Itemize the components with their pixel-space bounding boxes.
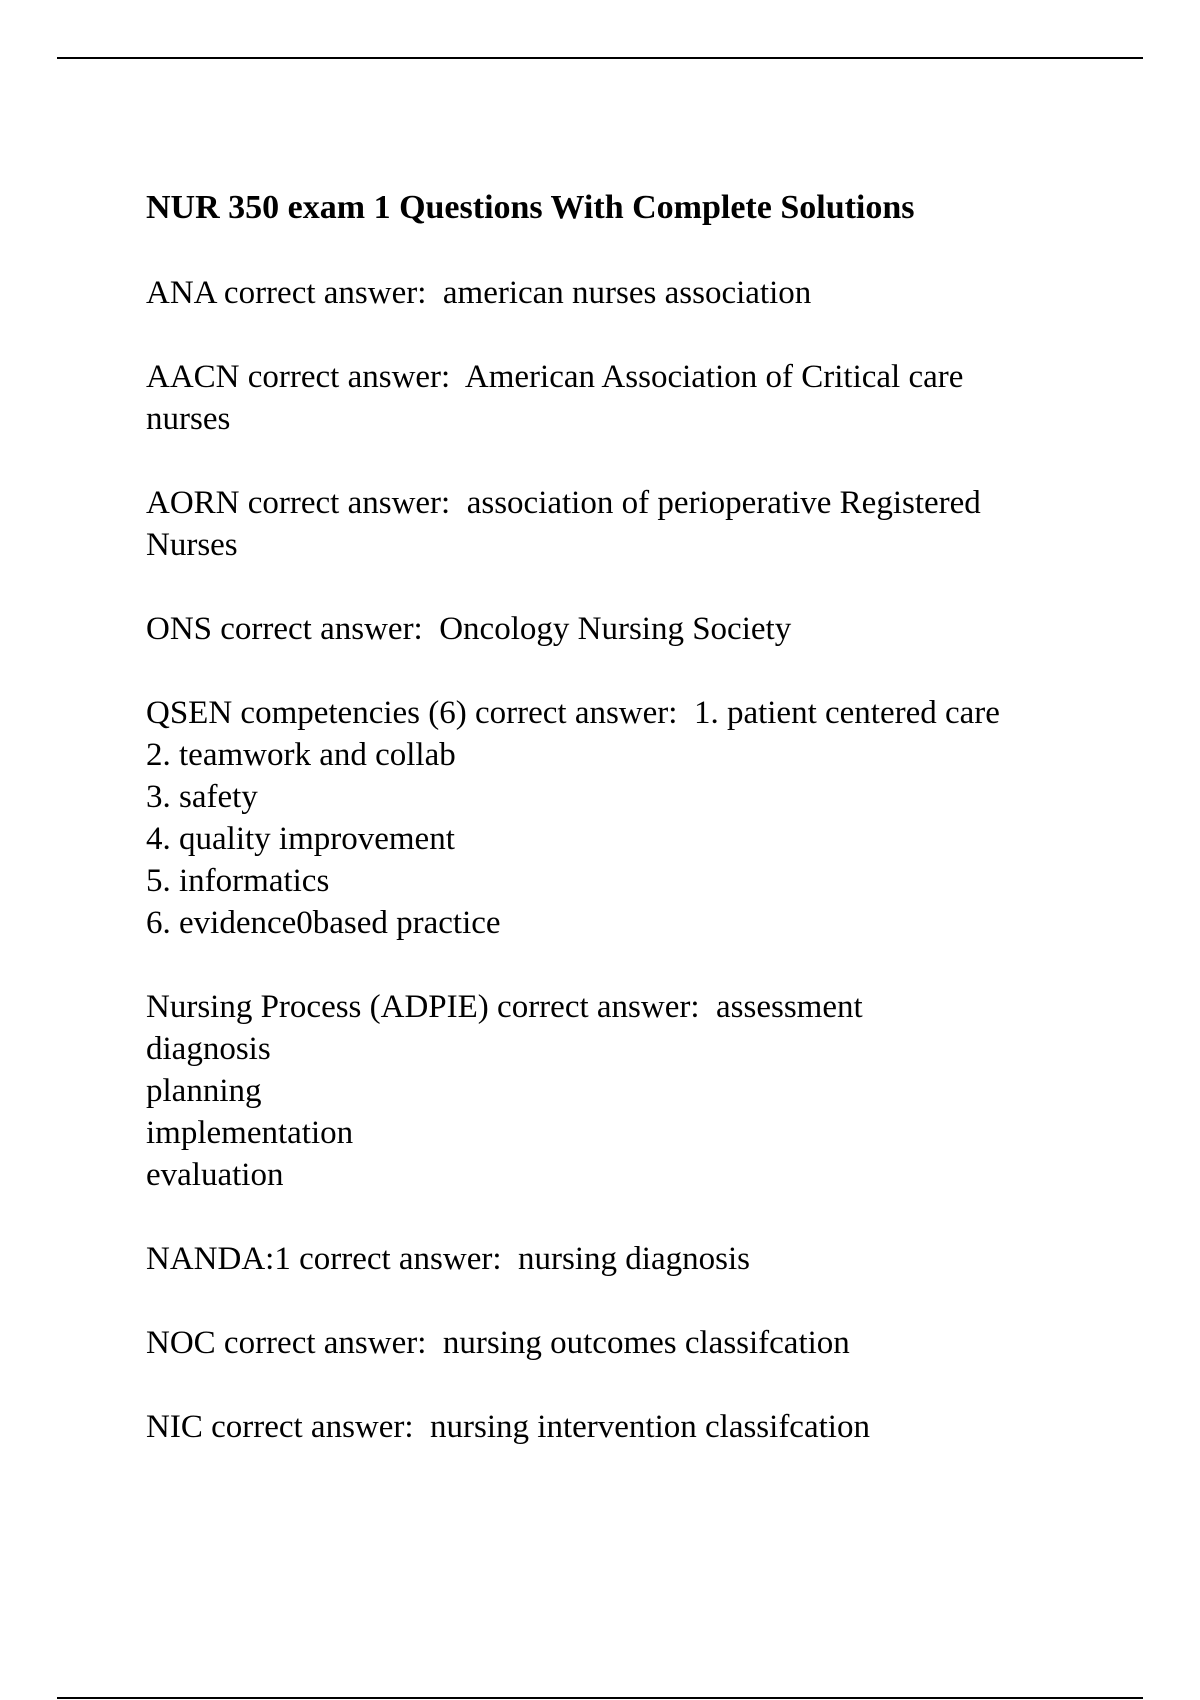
entry-noc [146,1322,1146,1364]
entry-nanda [146,1238,1146,1280]
entry-ons [146,608,1146,650]
header-rule [57,57,1143,59]
entry-line: planning [146,1073,262,1109]
entry-line: 2. teamwork and collab [146,737,456,773]
entry-ana [146,272,1146,314]
entry-line: NANDA:1 correct answer: nursing diagnosis [146,1241,750,1277]
entry-line: Nursing Process (ADPIE) correct answer: assessment [146,989,863,1025]
entry-aacn [146,356,1146,440]
document-title: NUR 350 exam 1 Questions With Complete Solutions [146,189,915,226]
entry-line: 5. informatics [146,863,330,899]
entry-aorn [146,482,1146,566]
entry-line: 3. safety [146,779,258,815]
entry-line: 4. quality improvement [146,821,455,857]
entry-line: NOC correct answer: nursing outcomes classifcation [146,1325,850,1361]
entry-line: nurses [146,401,231,437]
entry-line: 6. evidence0based practice [146,905,501,941]
entry-qsen [146,692,1146,944]
entry-nursing-process [146,986,1146,1196]
entry-line: Nurses [146,527,238,563]
entry-line: QSEN competencies (6) correct answer: 1. patient centered care [146,695,1000,731]
entry-line: NIC correct answer: nursing intervention classifcation [146,1409,870,1445]
entry-line: AORN correct answer: association of perioperative Registered [146,485,981,521]
entry-nic [146,1406,1146,1448]
entry-line: diagnosis [146,1031,271,1067]
entry-line: ANA correct answer: american nurses association [146,275,812,311]
entry-line: implementation [146,1115,354,1151]
document-body [146,188,1146,1490]
entry-line: evaluation [146,1157,284,1193]
entry-line: AACN correct answer: American Association of Critical care [146,359,964,395]
entry-line: ONS correct answer: Oncology Nursing Society [146,611,792,647]
footer-rule [57,1697,1143,1699]
